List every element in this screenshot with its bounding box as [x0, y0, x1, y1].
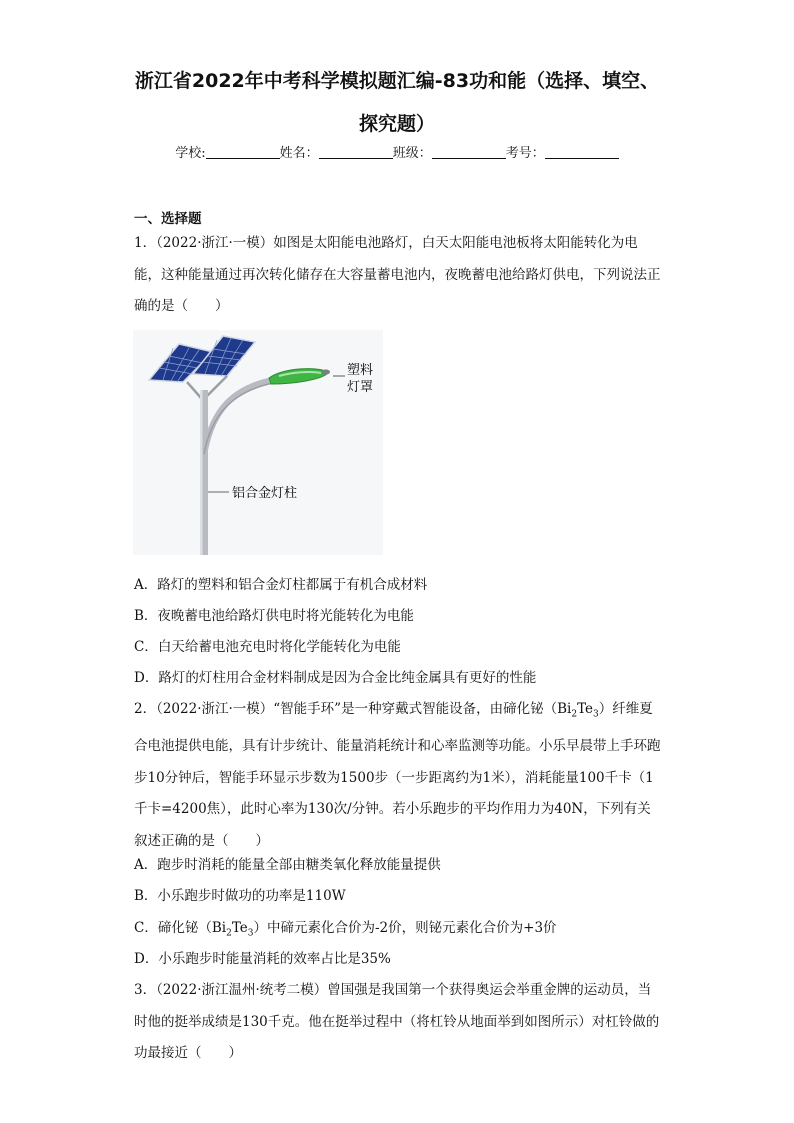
page-title-line-2: 探究题） — [358, 113, 435, 135]
question-1-stem: 1．（2022·浙江·一模）如图是太阳能电池路灯，白天太阳能电池板将太阳能转化为电能，这种能量通过再次转化储存在大容量蓄电池内，夜晚蓄电池给路灯供电，下列说法正确的是（ ） — [134, 235, 661, 314]
q2-stem-part-b: Te — [577, 701, 594, 717]
q2-option-d: D．小乐跑步时能量消耗的效率占比是35% — [134, 951, 391, 967]
class-blank — [432, 145, 506, 159]
q2-stem-part-a: 2．（2022·浙江·一模）“智能手环”是一种穿戴式智能设备，由碲化铋（Bi — [134, 701, 572, 717]
q2-option-c — [134, 918, 557, 944]
q2-option-c-subscript-3: 3 — [247, 928, 254, 939]
q1-option-a: A．路灯的塑料和铝合金灯柱都属于有机合成材料 — [134, 577, 428, 593]
label-lamp-cover: 灯罩 — [347, 380, 374, 395]
student-info-line — [0, 145, 794, 163]
solar-lamp-illustration — [133, 330, 383, 555]
q2-subscript-3: 3 — [593, 709, 599, 720]
name-blank — [319, 145, 393, 159]
q2-subscript-2: 2 — [571, 709, 578, 720]
q2-option-b: B．小乐跑步时做功的功率是110W — [134, 888, 346, 904]
name-label: 姓名： — [279, 146, 319, 161]
solar-street-lamp-figure — [133, 330, 383, 555]
class-label: 班级： — [392, 146, 432, 161]
question-2-stem — [134, 694, 664, 857]
section-heading: 一、选择题 — [134, 211, 202, 227]
label-plastic: 塑料 — [347, 363, 374, 378]
question-3-stem: 3．（2022·浙江温州·统考二模）曾国强是我国第一个获得奥运会举重金牌的运动员，当时他的挺举成绩是130千克。他在挺举过程中（将杠铃从地面举到如图所示）对杠铃做的功最接近（ ） — [134, 982, 660, 1061]
number-label: 考号： — [505, 146, 545, 161]
q2-stem-part-c: ）纤维夏合电池提供电能，具有计步统计、能量消耗统计和心率监测等功能。小乐早晨带上手环跑步10分钟后，智能手环显示步数为1500步（一步距离约为1米），消耗能量100千卡（1千卡=4200焦），此时心率为130次/分钟。若小乐跑步的平均作用力为40N，下列有关叙述正确的是（ ） — [134, 701, 661, 849]
number-blank — [545, 145, 619, 159]
school-label: 学校: — [175, 146, 206, 161]
page-title-line-1: 浙江省2022年中考科学模拟题汇编-83功和能（选择、填空、 — [134, 70, 660, 92]
q2-option-a: A．跑步时消耗的能量全部由糖类氧化释放能量提供 — [134, 857, 441, 873]
q2-option-c-part-3: ）中碲元素化合价为-2价，则铋元素化合价为+3价 — [253, 920, 557, 936]
q2-option-c-part-2: Te — [231, 920, 248, 936]
q1-option-c: C．白天给蓄电池充电时将化学能转化为电能 — [134, 639, 401, 655]
q2-option-c-part-1: C．碲化铋（Bi — [134, 920, 227, 936]
q1-option-b: B．夜晚蓄电池给路灯供电时将光能转化为电能 — [134, 608, 414, 624]
q2-option-c-subscript-2: 2 — [226, 928, 232, 939]
school-blank — [206, 145, 280, 159]
q1-option-d: D．路灯的灯柱用合金材料制成是因为合金比纯金属具有更好的性能 — [134, 670, 537, 686]
label-aluminum-pole: 铝合金灯柱 — [232, 486, 298, 501]
